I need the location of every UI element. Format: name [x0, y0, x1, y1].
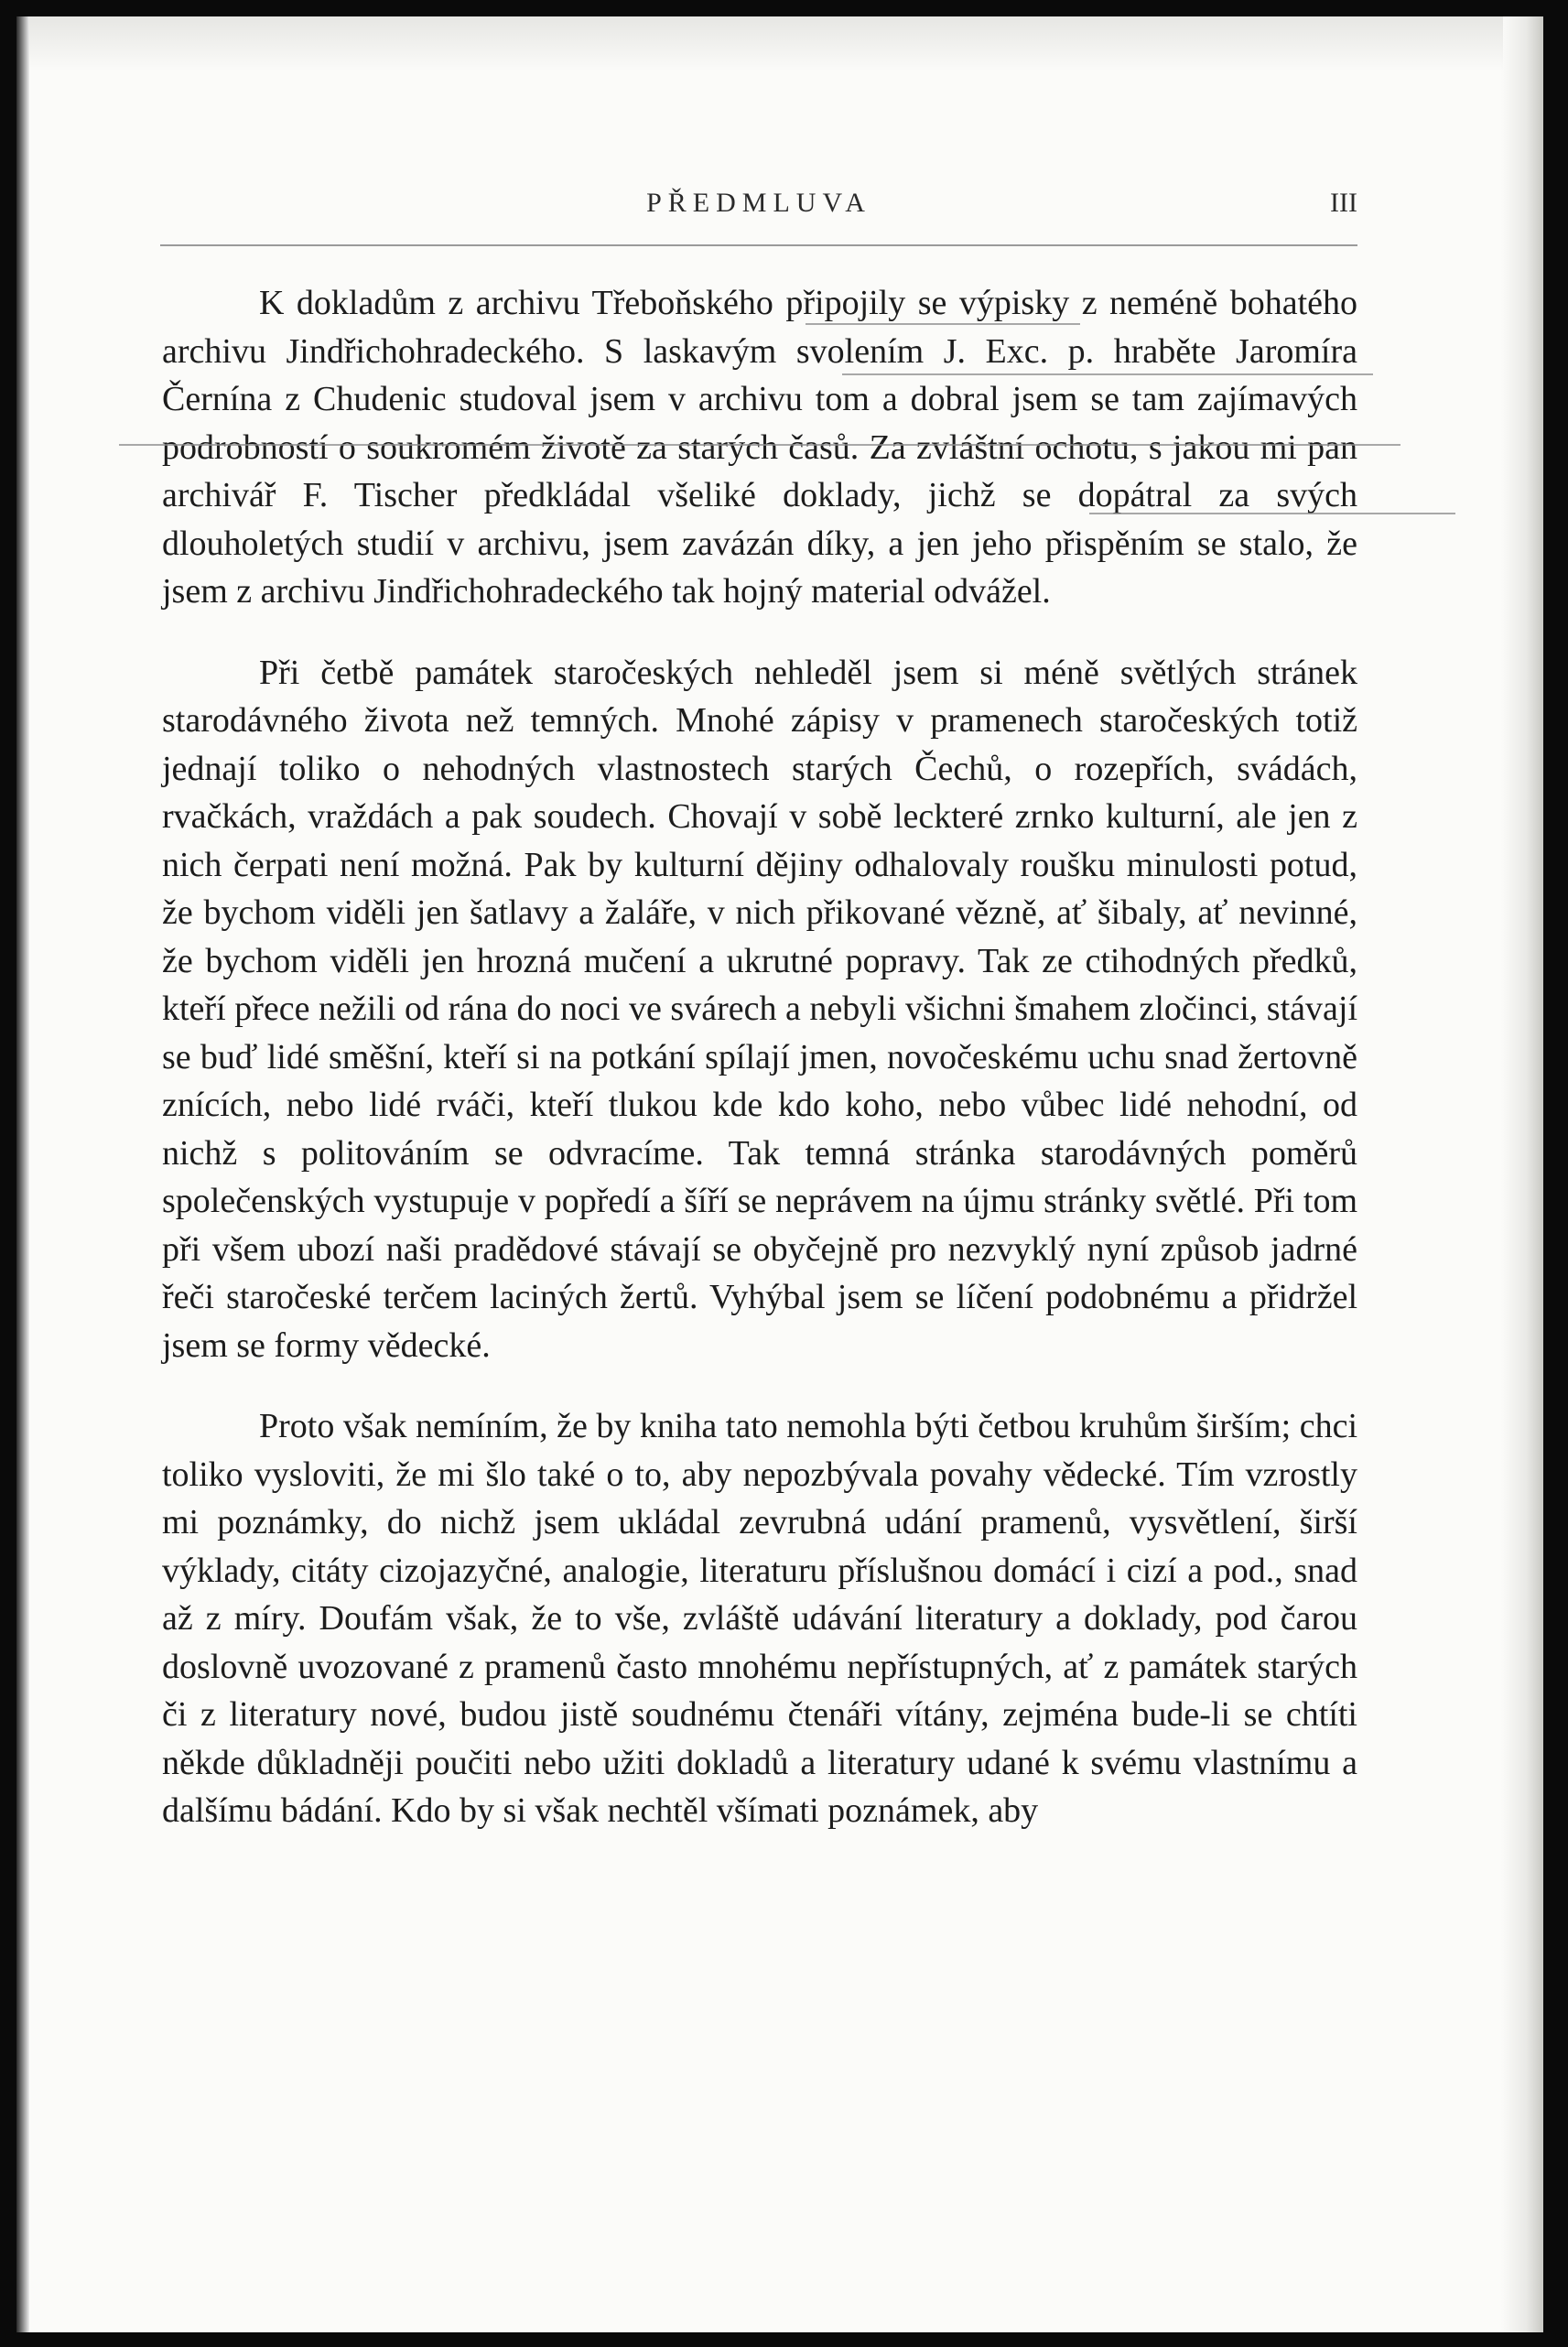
pencil-underline: [842, 373, 1373, 375]
page-gutter-shadow: [16, 16, 29, 2332]
page-right-edge: [1501, 16, 1543, 2332]
pencil-underline: [119, 444, 1400, 446]
page-number: III: [1330, 188, 1357, 218]
running-title: PŘEDMLUVA: [646, 188, 871, 218]
page-top-shadow: [29, 16, 1503, 71]
pencil-underline: [806, 323, 1080, 325]
paragraph: Proto však nemíním, že by kniha tato nemohla býti četbou kruhům širším; chci toliko vysloviti, že mi šlo také o to, aby nepozbývala povahy vědecké. Tím vzrostly mi poznámky, do nichž jsem ukládal zevrubná udání pramenů, vysvětlení, širší výklady, citáty cizojazyčné, analogie, literaturu příslušnou domácí i cizí a pod., snad až z míry. Doufám však, že to vše, zvláště udávání literatury a doklady, pod čarou doslovně uvozované z pramenů často mnohému nepřístupných, ať z památek starých či z literatury nové, budou jistě soudnému čtenáři vítány, zejména bude-li se chtíti někde důkladněji poučiti nebo užiti dokladů a literatury udané k svému vlastnímu a dalšímu bádání. Kdo by si však nechtěl všímati poznámek, aby: [162, 1407, 1357, 1830]
pencil-underline: [1089, 513, 1455, 514]
paragraph: Při četbě památek staročeských nehleděl jsem si méně světlých stránek starodávného života než temných. Mnohé zápisy v pramenech staročeských totiž jednají toliko o nehodných vlastnostech starých Čechů, o rozepřích, svádách, rvačkách, vraždách a pak soudech. Chovají v sobě leckteré zrnko kulturní, ale jen z nich čerpati není možná. Pak by kulturní dějiny odhalovaly roušku minulosti potud, že bychom viděli jen šatlavy a žaláře, v nich přikované vězně, ať šibaly, ať nevinné, že bychom viděli jen hrozná mučení a ukrutné popravy. Tak ze ctihodných předků, kteří přece nežili od rána do noci ve svárech a nebyli všichni šmahem zločinci, stávají se buď lidé směšní, kteří si na potkání spílají jmen, novočeskému uchu snad žertovně znících, nebo lidé rváči, kteří tlukou kde kdo koho, nebo vůbec lidé nehodní, od nichž s politováním se odvracíme. Tak temná stránka starodávných poměrů společenských vystupuje v popředí a šíří se neprávem na újmu stránky světlé. Při tom při všem ubozí naši pradědové stávají se obyčejně pro nezvyklý nyní způsob jadrné řeči staročeské terčem laciných žertů. Vyhýbal jsem se líčení podobnému a přidržel jsem se formy vědecké.: [162, 653, 1357, 1365]
running-header: [160, 188, 1357, 233]
paragraph: K dokladům z archivu Třeboňského připojily se výpisky z neméně bohatého archivu Jindřichohradeckého. S laskavým svolením J. Exc. p. hraběte Jaromíra Černína z Chudenic studoval jsem v archivu tom a dobral jsem se tam zajímavých podrobností o soukromém životě za starých časů. Za zvláštní ochotu, s jakou mi pan archivář F. Tischer předkládal všeliké doklady, jichž se dopátral za svých dlouholetých studií v archivu, jsem zavázán díky, a jen jeho přispěním se stalo, že jsem z archivu Jindřichohradeckého tak hojný material odvážel.: [162, 284, 1357, 611]
header-rule: [160, 244, 1357, 246]
